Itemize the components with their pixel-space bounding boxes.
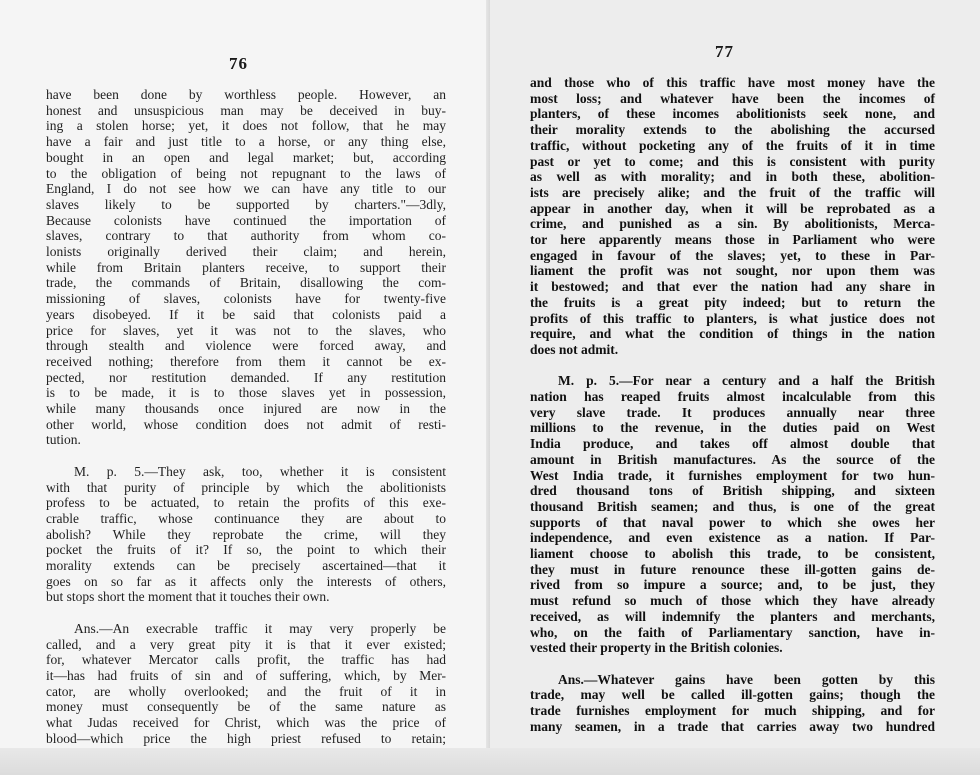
text-line: for, whatever Mercator calls profit, the traffic has had: [46, 652, 446, 668]
text-line: many seamen, in a trade that carries away two hundred: [530, 718, 935, 734]
text-line: Because colonists have continued the importation of: [46, 212, 446, 228]
text-line: England, I do not see how we can have any title to our: [46, 181, 446, 197]
text-line: to the obligation of being not repugnant to the laws of: [46, 165, 446, 181]
text-line: missioning of slaves, colonists have for twenty-five: [46, 291, 446, 307]
text-line: very slave trade. It produces annually near three: [530, 404, 935, 420]
text-line: millions to the revenue, in the duties paid on West: [530, 420, 935, 436]
text-line: they must in future renounce these ill-gotten gains de-: [530, 561, 935, 577]
page-bottom-edge: [0, 748, 980, 775]
text-line: India produce, and takes off almost double that: [530, 436, 935, 452]
text-line: ing a stolen horse; yet, it does not follow, that he may: [46, 118, 446, 134]
text-line: slaves likely to be supported by charters."—3dly,: [46, 196, 446, 212]
page-text: [530, 75, 935, 735]
text-line: have been done by worthless people. However, an: [46, 87, 446, 102]
paragraph: [530, 75, 935, 358]
text-line: independence, and even existence as a nation. If Par-: [530, 530, 935, 546]
page-number: 77: [715, 42, 734, 61]
text-line: crable traffic, whose continuance they are about to: [46, 510, 446, 526]
text-line: past or yet to come; and this is consistent with purity: [530, 153, 935, 169]
text-line: have a fair and just title to a horse, or any thing else,: [46, 134, 446, 150]
text-line: is to be made, it is to those slaves yet in possession,: [46, 385, 446, 401]
text-line: through stealth and violence were forced away, and: [46, 338, 446, 354]
text-line: traffic, without pocketing any of the fruits of it in time: [530, 137, 935, 153]
text-line: honest and unsuspicious man may be deceived in buy-: [46, 102, 446, 118]
text-line: supports of that naval power to which she owes her: [530, 514, 935, 530]
paragraph: [46, 87, 446, 448]
text-line: Ans.—An execrable traffic it may very properly be: [74, 620, 446, 636]
paragraph: [46, 464, 446, 605]
text-line: crime, and punished as a sin. By abolitionists, Merca-: [530, 216, 935, 232]
text-line: price for slaves, yet it was not to the slaves, who: [46, 322, 446, 338]
text-line: M. p. 5.—For near a century and a half the British: [558, 373, 935, 389]
text-line: Ans.—Whatever gains have been gotten by this: [558, 671, 935, 687]
text-line: received nothing; therefore from them it cannot be ex-: [46, 353, 446, 369]
text-line: who, on the faith of Parliamentary sanction, have in-: [530, 624, 935, 640]
text-line: and those who of this traffic have most money have the: [530, 75, 935, 90]
text-line: tor here apparently means those in Parliament who were: [530, 232, 935, 248]
text-line: it bestowed; and that ever the nation had any share in: [530, 279, 935, 295]
text-line: trade, the commands of Britain, disallowing the com-: [46, 275, 446, 291]
text-line: amount in British manufactures. As the source of the: [530, 451, 935, 467]
text-line: trade furnishes employment for much shipping, and for: [530, 703, 935, 719]
text-line: liament choose to abolish this trade, to be consistent,: [530, 546, 935, 562]
right-page: [490, 0, 980, 775]
text-line: abolish? While they reprobate the crime, will they: [46, 526, 446, 542]
text-line: bought in an open and legal market; but, according: [46, 149, 446, 165]
text-line: dred thousand tons of British shipping, and sixteen: [530, 483, 935, 499]
text-line: West India trade, it furnishes employment for two hun-: [530, 467, 935, 483]
text-line: does not admit.: [530, 341, 619, 357]
text-line: most loss; and whatever have been the incomes of: [530, 90, 935, 106]
paragraph: [46, 621, 446, 747]
text-line: what Judas received for Christ, which was the price of: [46, 715, 446, 731]
text-line: vested their property in the British colonies.: [530, 640, 783, 656]
paragraph: [530, 373, 935, 656]
text-line: lonists originally derived their claim; and herein,: [46, 244, 446, 260]
text-line: profits of this traffic to planters, is what justice does not: [530, 310, 935, 326]
text-line: ists are precisely alike; and the fruit of the traffic will: [530, 184, 935, 200]
text-line: while many thousands once injured are now in the: [46, 401, 446, 417]
text-line: while from Britain planters receive, to support their: [46, 259, 446, 275]
text-line: morality extends can be precisely ascertained—that it: [46, 558, 446, 574]
text-line: years disobeyed. If it be said that colonists paid a: [46, 306, 446, 322]
text-line: planters, of these incomes abolitionists seek none, and: [530, 106, 935, 122]
text-line: with that purity of principle by which the abolitionists: [46, 479, 446, 495]
text-line: their morality extends to the abolishing the accursed: [530, 122, 935, 138]
text-line: goes on so far as it affects only the interests of others,: [46, 573, 446, 589]
text-line: blood—which price the high priest refused to retain;: [46, 730, 446, 746]
text-line: money must consequently be of the same nature as: [46, 699, 446, 715]
text-line: engaged in favour of the slaves; yet, to these in Par-: [530, 247, 935, 263]
text-line: appear in another day, when it will be reprobated as a: [530, 200, 935, 216]
text-line: rived from so impure a source; and, to be just, they: [530, 577, 935, 593]
text-line: pected, nor restitution demanded. If any restitution: [46, 369, 446, 385]
page-number: 76: [229, 54, 248, 73]
text-line: pocket the fruits of it? If so, the point to which their: [46, 542, 446, 558]
text-line: but stops short the moment that it touches their own.: [46, 589, 330, 605]
text-line: the fruits is a great pity indeed; but to return the: [530, 294, 935, 310]
text-line: other world, whose condition does not admit of resti-: [46, 416, 446, 432]
text-line: profess to be actuated, to retain the profits of this exe-: [46, 495, 446, 511]
text-line: M. p. 5.—They ask, too, whether it is consistent: [74, 463, 446, 479]
text-line: cator, are wholly overlooked; and the fruit of it in: [46, 683, 446, 699]
text-line: it—has had fruits of sin and of suffering, which, by Mer-: [46, 667, 446, 683]
text-line: must refund so much of those which they have already: [530, 593, 935, 609]
text-line: slaves, contrary to that authority from whom co-: [46, 228, 446, 244]
text-line: nation has reaped fruits almost incalculable from this: [530, 389, 935, 405]
text-line: called, and a very great pity it is that it ever existed;: [46, 636, 446, 652]
text-line: received, as will indemnify the planters and merchants,: [530, 608, 935, 624]
text-line: require, and what the condition of things in the nation: [530, 326, 935, 342]
text-line: liament the profit was not sought, nor upon them was: [530, 263, 935, 279]
text-line: trade, may well be called ill-gotten gains; though the: [530, 687, 935, 703]
paragraph: [530, 672, 935, 735]
text-line: thousand British seamen; and thus, is one of the great: [530, 498, 935, 514]
text-line: as well as with morality; and in both these, abolition-: [530, 169, 935, 185]
page-text: [46, 87, 446, 747]
text-line: tution.: [46, 432, 81, 448]
